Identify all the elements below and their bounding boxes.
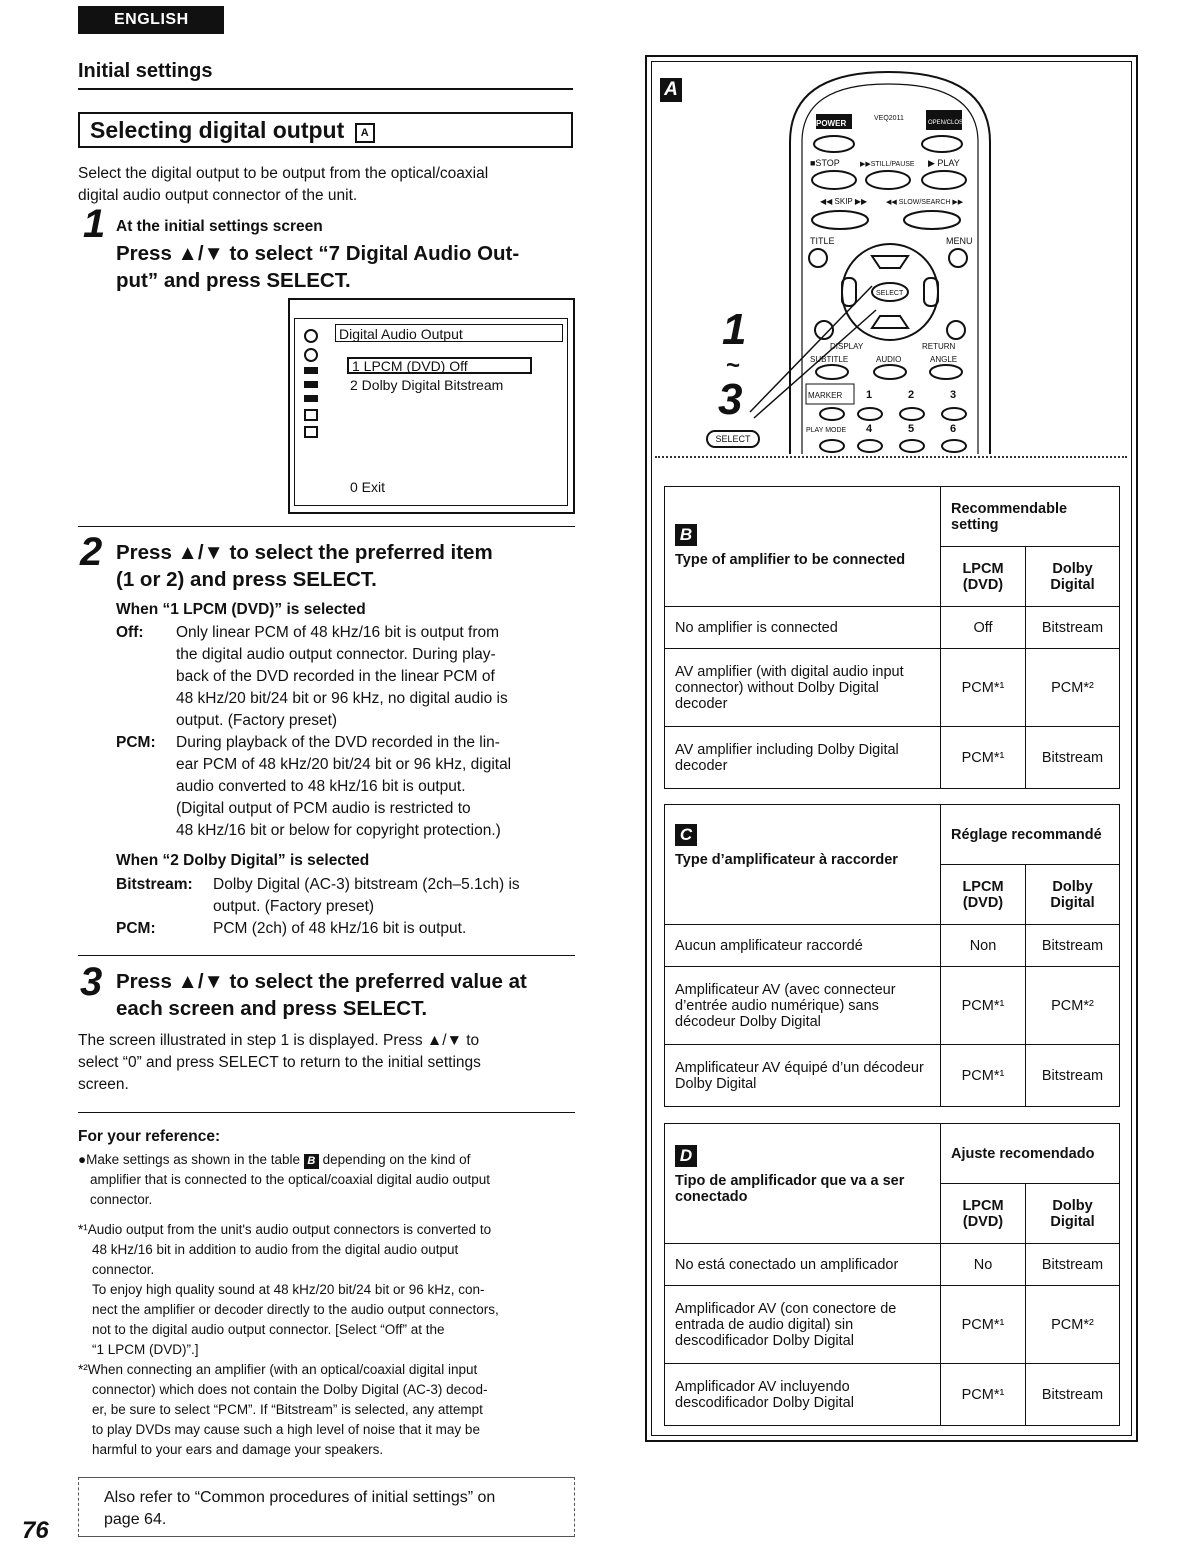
number-1-key[interactable] [858, 408, 882, 420]
osd-title: Digital Audio Output [335, 324, 563, 342]
table-type-header-text: Type d’amplificateur à raccorder [675, 852, 898, 868]
number-5-key[interactable] [900, 440, 924, 452]
osd-screen [288, 298, 575, 514]
row-lpcm-value: PCM*¹ [941, 1364, 1026, 1426]
table-type-header-text: Tipo de amplificador que va a ser conectado [675, 1173, 905, 1205]
lpcm-definitions [116, 622, 586, 842]
table-ref-b: B [304, 1154, 319, 1169]
power-label: POWER [816, 119, 847, 128]
row-lpcm-value: Off [941, 607, 1026, 649]
title-key[interactable] [809, 249, 827, 267]
table-letter-d: D [675, 1145, 697, 1167]
number-4-key[interactable] [858, 440, 882, 452]
off-line: output. (Factory preset) [176, 712, 338, 729]
marker-label: MARKER [808, 391, 843, 400]
footnote-1-line: To enjoy high quality sound at 48 kHz/20 bit/24 bit or 96 kHz, con- [92, 1282, 485, 1297]
reference-bullet-line: connector. [90, 1192, 153, 1207]
down-arrow-key[interactable] [872, 316, 908, 328]
table-type-header [665, 487, 941, 607]
footnote-2-line: er, be sure to select “PCM”. If “Bitstream” is selected, any attempt [92, 1402, 483, 1417]
step-3-instruction [116, 968, 586, 1022]
right-arrow-key[interactable] [924, 278, 938, 306]
term-off: Off: [116, 624, 144, 641]
row-dolby-value: Bitstream [1026, 607, 1120, 649]
row-lpcm-value: No [941, 1244, 1026, 1286]
footnote-1 [78, 1220, 578, 1360]
row-lpcm-value: PCM*¹ [941, 967, 1026, 1045]
marker-key[interactable] [820, 408, 844, 420]
footnote-1-line: not to the digital audio output connector. [Select “Off” at the [92, 1322, 445, 1337]
footnote-1-line: connector. [92, 1262, 155, 1277]
return-label: RETURN [922, 342, 956, 351]
figure-step-label-3: 3 [718, 375, 743, 424]
footnote-1-line: *¹Audio output from the unit's audio output connectors is converted to [78, 1222, 492, 1237]
stop-key[interactable] [812, 171, 856, 189]
reference-bullet-end: depending on the kind of [322, 1152, 471, 1167]
step-3-line: Press ▲/▼ to select the preferred value at [116, 970, 527, 993]
play-mode-label: PLAY MODE [806, 427, 847, 434]
col-dolby: Dolby Digital [1026, 1184, 1120, 1244]
when-dolby-heading: When “2 Dolby Digital” is selected [116, 852, 370, 869]
model-label: VEQ2011 [874, 115, 904, 122]
row-lpcm-value: PCM*¹ [941, 1286, 1026, 1364]
also-refer-line: Also refer to “Common procedures of initial settings” on [104, 1489, 496, 1506]
osd-option-lpcm[interactable]: 1 LPCM (DVD) Off [347, 357, 532, 374]
language-tab: ENGLISH [78, 6, 224, 34]
remote-control-illustration [690, 62, 1110, 454]
pcm-line: 48 kHz/16 bit or below for copyright protection.) [176, 822, 501, 839]
table-rec-header: Réglage recommandé [941, 805, 1120, 865]
pcm-2-description: PCM (2ch) of 48 kHz/16 bit is output. [213, 920, 467, 937]
subtitle-label: SUBTITLE [810, 355, 849, 364]
skip-key[interactable] [812, 211, 868, 229]
step-2-number: 2 [80, 530, 103, 574]
number-3-key[interactable] [942, 408, 966, 420]
table-rec-header: Recommendable setting [941, 487, 1120, 547]
osd-panel [294, 318, 568, 506]
step-3-line: each screen and press SELECT. [116, 997, 428, 1020]
footnote-2-line: connector) which does not contain the Dolby Digital (AC-3) decod- [92, 1382, 488, 1397]
speaker-icon [304, 395, 318, 402]
still-pause-key[interactable] [866, 171, 910, 189]
intro-line: Select the digital output to be output from the optical/coaxial [78, 165, 489, 182]
step-1-line: put” and press SELECT. [116, 269, 351, 292]
step-2-line: (1 or 2) and press SELECT. [116, 568, 377, 591]
bitstream-description [213, 874, 583, 918]
section-rule [78, 88, 573, 90]
osd-option-dolby[interactable]: 2 Dolby Digital Bitstream [350, 377, 504, 393]
step-3-text-line: select “0” and press SELECT to return to the initial settings [78, 1054, 481, 1071]
row-label: Amplificateur AV équipé d’un décodeur Dolby Digital [665, 1045, 941, 1107]
open-close-key[interactable] [922, 136, 962, 152]
number-label: 6 [950, 423, 957, 435]
off-line: back of the DVD recorded in the linear PCM of [176, 668, 495, 685]
divider [78, 1112, 575, 1113]
power-key[interactable] [814, 136, 854, 152]
footnote-2 [78, 1360, 578, 1460]
reference-bullet-start: ●Make settings as shown in the table [78, 1152, 301, 1167]
osd-icon-column [304, 329, 318, 443]
off-line: Only linear PCM of 48 kHz/16 bit is output from [176, 624, 500, 641]
reference-bullet [78, 1150, 578, 1210]
select-button-callout: SELECT [706, 430, 760, 448]
still-pause-label: ▶▶STILL/PAUSE [860, 161, 915, 168]
open-close-label: OPEN/CLOSE [928, 120, 968, 126]
speaker-icon [304, 381, 318, 388]
disc-icon [304, 348, 318, 362]
return-key[interactable] [947, 321, 965, 339]
settings-table-c [664, 804, 1120, 1107]
number-label: 2 [908, 389, 915, 401]
step-3-text-line: The screen illustrated in step 1 is displayed. Press ▲/▼ to [78, 1032, 480, 1049]
step-3-number: 3 [80, 960, 103, 1004]
menu-key[interactable] [949, 249, 967, 267]
row-label: No está conectado un amplificador [665, 1244, 941, 1286]
row-label: AV amplifier (with digital audio input connector) without Dolby Digital decoder [665, 649, 941, 727]
row-lpcm-value: Non [941, 925, 1026, 967]
step-3-text-line: screen. [78, 1076, 129, 1093]
skip-label: ◀◀ SKIP ▶▶ [820, 197, 868, 206]
step-2-instruction [116, 539, 586, 593]
divider [78, 526, 575, 527]
intro-text [78, 163, 578, 207]
page-number: 76 [22, 1517, 49, 1544]
pcm-line: (Digital output of PCM audio is restricted to [176, 800, 471, 817]
dotted-separator [655, 456, 1127, 458]
row-dolby-value: PCM*² [1026, 649, 1120, 727]
step-1-instruction [116, 240, 586, 294]
row-label: Amplificateur AV (avec connecteur d’entrée audio numérique) sans décodeur Dolby Digital [665, 967, 941, 1045]
pcm-description [176, 732, 576, 842]
col-dolby: Dolby Digital [1026, 547, 1120, 607]
footnote-2-line: *²When connecting an amplifier (with an optical/coaxial digital input [78, 1362, 478, 1377]
table-type-header [665, 805, 941, 925]
number-2-key[interactable] [900, 408, 924, 420]
pcm-line: During playback of the DVD recorded in the lin- [176, 734, 500, 751]
row-dolby-value: Bitstream [1026, 925, 1120, 967]
footnote-2-line: harmful to your ears and damage your speakers. [92, 1442, 384, 1457]
grid-icon [304, 426, 318, 438]
row-dolby-value: Bitstream [1026, 1045, 1120, 1107]
osd-option-exit[interactable]: 0 Exit [350, 479, 386, 495]
footnote-2-line: to play DVDs may cause such a high level of noise that it may be [92, 1422, 480, 1437]
col-lpcm: LPCM (DVD) [941, 865, 1026, 925]
step-1-line: Press ▲/▼ to select “7 Digital Audio Out- [116, 242, 520, 265]
table-type-header-text: Type of amplifier to be connected [675, 552, 906, 568]
row-label: Amplificador AV incluyendo descodificador Dolby Digital [665, 1364, 941, 1426]
row-lpcm-value: PCM*¹ [941, 727, 1026, 789]
subsection-title [78, 112, 573, 148]
row-label: AV amplifier including Dolby Digital decoder [665, 727, 941, 789]
table-type-header [665, 1124, 941, 1244]
also-refer-line: page 64. [104, 1511, 167, 1528]
select-key-label: SELECT [876, 290, 904, 297]
col-lpcm: LPCM (DVD) [941, 547, 1026, 607]
subsection-title-text: Selecting digital output [90, 117, 345, 143]
table-letter-c: C [675, 824, 697, 846]
speaker-icon [304, 367, 318, 374]
divider [78, 955, 575, 956]
settings-table-d [664, 1123, 1120, 1426]
footnote-1-line: 48 kHz/16 bit in addition to audio from the digital audio output [92, 1242, 459, 1257]
col-dolby: Dolby Digital [1026, 865, 1120, 925]
row-lpcm-value: PCM*¹ [941, 649, 1026, 727]
off-line: 48 kHz/20 bit/24 bit or 96 kHz, no digital audio is [176, 690, 508, 707]
slow-search-key[interactable] [904, 211, 960, 229]
title-label: TITLE [810, 236, 835, 246]
left-arrow-key[interactable] [842, 278, 856, 306]
up-arrow-key[interactable] [872, 256, 908, 268]
term-pcm: PCM: [116, 734, 156, 751]
slow-search-label: ◀◀ SLOW/SEARCH ▶▶ [886, 199, 964, 206]
row-dolby-value: PCM*² [1026, 1286, 1120, 1364]
step-2-line: Press ▲/▼ to select the preferred item [116, 541, 493, 564]
play-key[interactable] [922, 171, 966, 189]
grid-icon [304, 409, 318, 421]
reference-bullet-line: amplifier that is connected to the optical/coaxial digital audio output [90, 1172, 490, 1187]
footnote-1-line: nect the amplifier or decoder directly to the audio output connectors, [92, 1302, 499, 1317]
bitstream-line: output. (Factory preset) [213, 898, 375, 915]
table-rec-header: Ajuste recomendado [941, 1124, 1120, 1184]
figure-step-label-1: 1 [722, 305, 747, 354]
number-label: 1 [866, 389, 873, 401]
number-label: 5 [908, 423, 915, 435]
number-label: 4 [866, 423, 873, 435]
disc-icon [304, 329, 318, 343]
play-mode-key[interactable] [820, 440, 844, 452]
term-pcm-2: PCM: [116, 920, 156, 937]
step-3-text [78, 1030, 578, 1096]
footnote-1-line: “1 LPCM (DVD)”.] [92, 1342, 199, 1357]
row-dolby-value: Bitstream [1026, 1364, 1120, 1426]
stop-label: ■STOP [810, 158, 840, 168]
off-line: the digital audio output connector. During play- [176, 646, 496, 663]
dolby-definitions [116, 874, 586, 944]
step-1-number: 1 [83, 202, 106, 246]
term-bitstream: Bitstream: [116, 876, 193, 893]
number-label: 3 [950, 389, 957, 401]
subtitle-key[interactable] [816, 365, 848, 379]
menu-label: MENU [946, 236, 973, 246]
play-label: ▶ PLAY [928, 158, 960, 168]
when-lpcm-heading: When “1 LPCM (DVD)” is selected [116, 601, 366, 618]
row-label: No amplifier is connected [665, 607, 941, 649]
step-1-intro: At the initial settings screen [116, 218, 323, 235]
reference-bullet-line [78, 1150, 578, 1170]
figure-step-range: ~ [726, 352, 741, 379]
figure-letter-a: A [660, 78, 682, 102]
pcm-line: ear PCM of 48 kHz/20 bit/24 bit or 96 kHz, digital [176, 756, 512, 773]
row-lpcm-value: PCM*¹ [941, 1045, 1026, 1107]
audio-key[interactable] [874, 365, 906, 379]
table-letter-b: B [675, 524, 697, 546]
reference-title: For your reference: [78, 1128, 221, 1145]
intro-line: digital audio output connector of the unit. [78, 187, 358, 204]
row-dolby-value: PCM*² [1026, 967, 1120, 1045]
section-title: Initial settings [78, 60, 213, 82]
audio-label: AUDIO [876, 355, 902, 364]
figure-ref-a: A [355, 123, 375, 143]
also-refer-box [78, 1477, 575, 1537]
pcm-line: audio converted to 48 kHz/16 bit is output. [176, 778, 466, 795]
col-lpcm: LPCM (DVD) [941, 1184, 1026, 1244]
off-description [176, 622, 576, 732]
angle-key[interactable] [930, 365, 962, 379]
number-6-key[interactable] [942, 440, 966, 452]
settings-table-b [664, 486, 1120, 789]
angle-label: ANGLE [930, 355, 958, 364]
row-dolby-value: Bitstream [1026, 1244, 1120, 1286]
row-dolby-value: Bitstream [1026, 727, 1120, 789]
bitstream-line: Dolby Digital (AC-3) bitstream (2ch–5.1ch) is [213, 876, 520, 893]
row-label: Aucun amplificateur raccordé [665, 925, 941, 967]
row-label: Amplificador AV (con conectore de entrada de audio digital) sin descodificador Dolby Digital [665, 1286, 941, 1364]
display-label: DISPLAY [830, 342, 864, 351]
